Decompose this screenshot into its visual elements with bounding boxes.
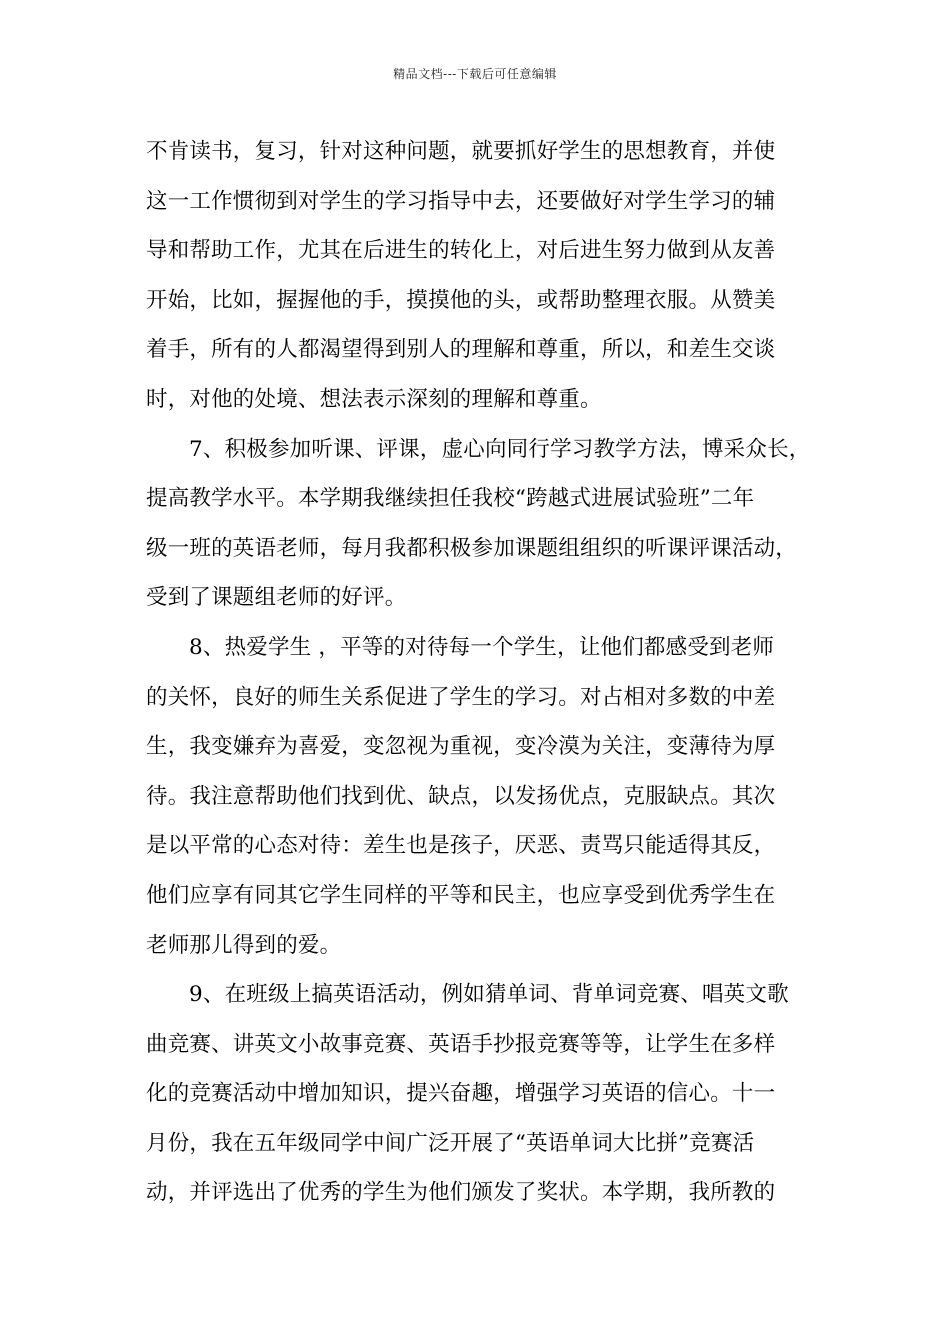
- text-line: 时，对他的处境、想法表示深刻的理解和尊重。: [146, 386, 602, 412]
- text-line: 月份，我在五年级同学中间广泛开展了“英语单词大比拼”竞赛活: [146, 1130, 755, 1156]
- document-body: [146, 133, 826, 1224]
- text-line: 这一工作惯彻到对学生的学习指导中去，还要做好对学生学习的辅: [146, 188, 776, 214]
- text-line: 不肯读书，复习，针对这种问题，就要抓好学生的思想教育，并使: [146, 139, 776, 164]
- text-line: 的关怀，良好的师生关系促进了学生的学习。对占相对多数的中差: [146, 684, 776, 710]
- text-line: 生，我变嫌弃为喜爱，变忽视为重视，变冷漠为关注，变薄待为厚: [146, 734, 776, 760]
- text-line: 开始，比如，握握他的手，摸摸他的头，或帮助整理衣服。从赞美: [146, 287, 776, 313]
- text-line: 他们应享有同其它学生同样的平等和民主，也应享受到优秀学生在: [146, 882, 776, 908]
- text-line: 化的竞赛活动中增加知识，提兴奋趣，增强学习英语的信心。十一: [146, 1081, 776, 1107]
- text-line: 老师那儿得到的爱。: [146, 932, 342, 958]
- page-header: 精品文档---下载后可任意编辑: [393, 67, 557, 81]
- text-line: 动，并评选出了优秀的学生为他们颁发了奖状。本学期，我所教的: [146, 1180, 776, 1206]
- text-line: 是以平常的心态对待：差生也是孩子，厌恶、责骂只能适得其反，: [146, 833, 776, 859]
- text-line: 提高教学水平。本学期我继续担任我校“跨越式进展试验班”二年: [146, 486, 755, 512]
- text-line: 曲竞赛、讲英文小故事竞赛、英语手抄报竞赛等等，让学生在多样: [146, 1031, 776, 1057]
- paragraph-start-line: 7、积极参加听课、评课，虚心向同行学习教学方法，博采众长，: [189, 436, 811, 462]
- text-line: 受到了课题组老师的好评。: [146, 585, 407, 611]
- text-line: 级一班的英语老师，每月我都积极参加课题组组织的听课评课活动，: [146, 535, 798, 561]
- text-line: 着手，所有的人都渴望得到别人的理解和尊重，所以，和差生交谈: [146, 337, 776, 363]
- text-line: 待。我注意帮助他们找到优、缺点，以发扬优点，克服缺点。其次: [146, 783, 776, 809]
- paragraph-start-line: 9、在班级上搞英语活动，例如猜单词、背单词竞赛、唱英文歌: [189, 982, 789, 1008]
- paragraph-start-line: 8、热爱学生 ，平等的对待每一个学生，让他们都感受到老师: [189, 634, 775, 660]
- text-line: 导和帮助工作，尤其在后进生的转化上，对后进生努力做到从友善: [146, 238, 776, 264]
